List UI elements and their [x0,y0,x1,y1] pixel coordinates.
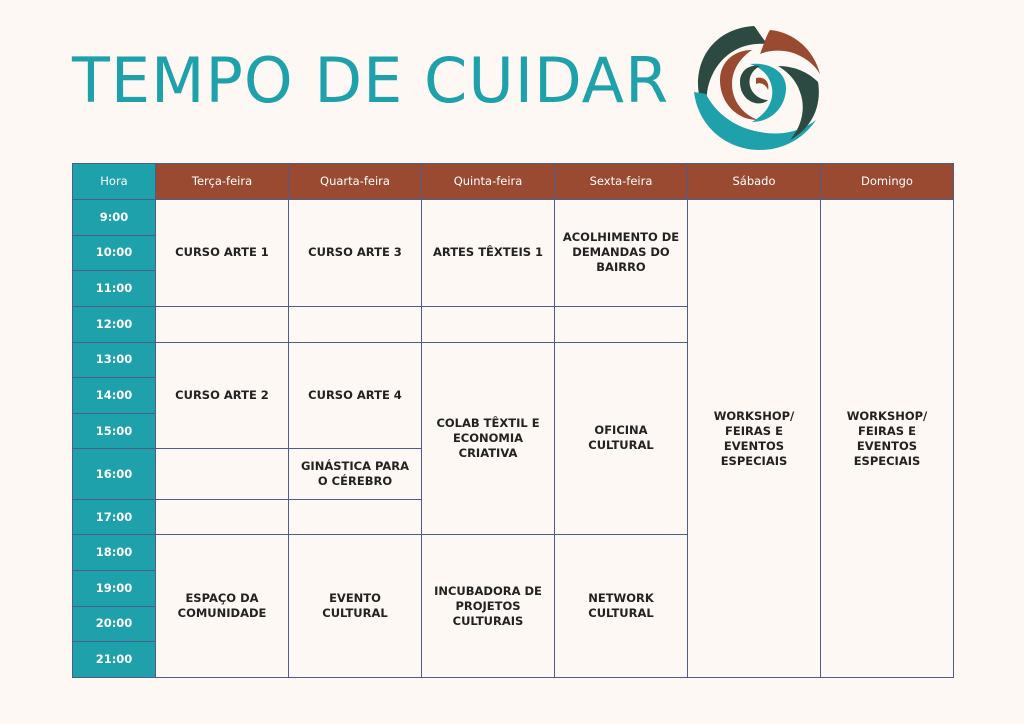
event-cell: EVENTO CULTURAL [289,535,422,678]
event-cell: WORKSHOP/ FEIRAS E EVENTOS ESPECIAIS [821,200,954,678]
header-day-quinta: Quinta-feira [422,164,555,200]
hour-cell: 9:00 [73,200,156,236]
header-day-domingo: Domingo [821,164,954,200]
event-cell: WORKSHOP/ FEIRAS E EVENTOS ESPECIAIS [688,200,821,678]
header-day-terca: Terça-feira [156,164,289,200]
event-cell: CURSO ARTE 3 [289,200,422,307]
hour-cell: 21:00 [73,642,156,678]
header-day-sabado: Sábado [688,164,821,200]
hour-cell: 19:00 [73,570,156,606]
schedule-table [72,163,954,678]
empty-cell [156,499,289,535]
swirl-logo-icon [690,22,824,154]
hour-cell: 12:00 [73,306,156,342]
page-title: TEMPO DE CUIDAR [72,44,670,117]
hour-cell: 20:00 [73,606,156,642]
header-hora: Hora [73,164,156,200]
event-cell: INCUBADORA DE PROJETOS CULTURAIS [422,535,555,678]
event-cell: ACOLHIMENTO DE DEMANDAS DO BAIRRO [555,200,688,307]
event-cell: COLAB TÊXTIL E ECONOMIA CRIATIVA [422,342,555,535]
header-day-sexta: Sexta-feira [555,164,688,200]
hour-cell: 18:00 [73,535,156,571]
event-cell: CURSO ARTE 2 [156,342,289,449]
event-cell: CURSO ARTE 4 [289,342,422,449]
header-row [73,164,954,200]
empty-cell [156,449,289,499]
event-cell: NETWORK CULTURAL [555,535,688,678]
hour-cell: 10:00 [73,235,156,271]
header-day-quarta: Quarta-feira [289,164,422,200]
event-cell: GINÁSTICA PARA O CÉREBRO [289,449,422,499]
event-cell: CURSO ARTE 1 [156,200,289,307]
hour-cell: 14:00 [73,378,156,414]
hour-cell: 16:00 [73,449,156,499]
empty-cell [289,499,422,535]
empty-cell [555,306,688,342]
hour-cell: 15:00 [73,413,156,449]
empty-cell [422,306,555,342]
hour-cell: 17:00 [73,499,156,535]
event-cell: ARTES TÊXTEIS 1 [422,200,555,307]
event-cell: ESPAÇO DA COMUNIDADE [156,535,289,678]
event-cell: OFICINA CULTURAL [555,342,688,535]
empty-cell [156,306,289,342]
table-row [73,200,954,236]
hour-cell: 13:00 [73,342,156,378]
hour-cell: 11:00 [73,271,156,307]
empty-cell [289,306,422,342]
